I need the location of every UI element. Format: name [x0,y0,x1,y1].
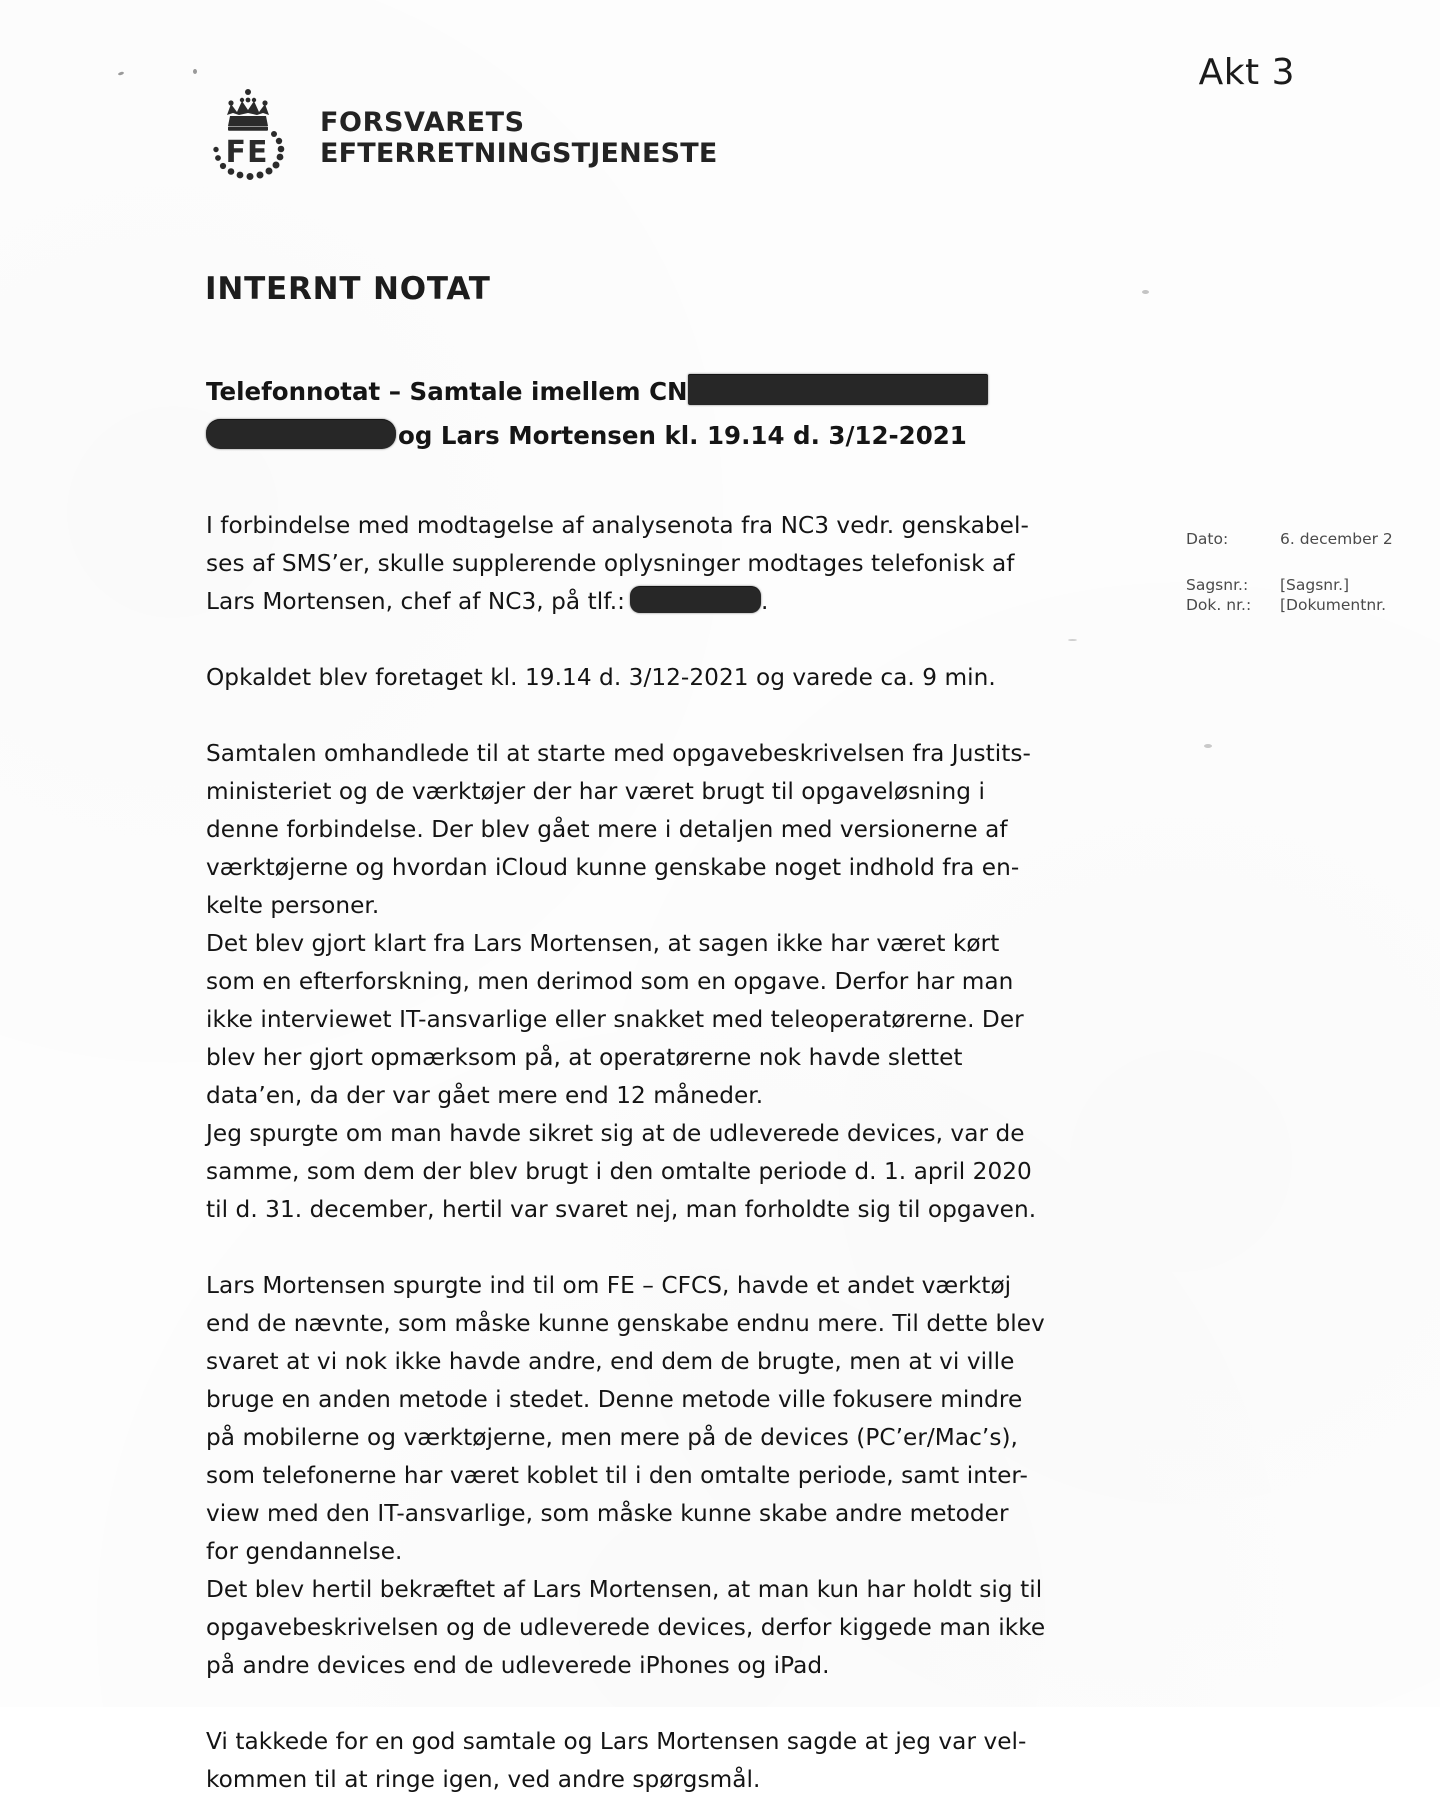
paragraph-1 [206,507,1036,621]
body-line: opgavebeskrivelsen og de udleverede devices, derfor kiggede man ikke [206,1614,1046,1641]
body-line-text: Lars Mortensen, chef af NC3, på tlf.: [206,588,626,615]
organization-name [320,107,718,170]
metadata-label: Sagsnr.: [1186,576,1249,594]
metadata-value: [Sagsnr.] [1280,576,1350,594]
metadata-value: [Dokumentnr. [1280,596,1387,614]
body-line: på mobilerne og værktøjerne, men mere på de devices (PC’er/Mac’s), [206,1424,1018,1451]
metadata-row-sagsnr [1186,577,1393,594]
paragraph-spacer [206,697,1036,735]
body-line: Opkaldet blev foretaget kl. 19.14 d. 3/12-2021 og varede ca. 9 min. [206,664,996,691]
body-line: på andre devices end de udleverede iPhones og iPad. [206,1652,830,1679]
subject-line-2 [206,414,1016,458]
body-line: Det blev gjort klart fra Lars Mortensen, at sagen ikke har været kørt [206,930,1000,957]
body-line: samme, som dem der blev brugt i den omtalte periode d. 1. april 2020 [206,1158,1032,1185]
paragraph-spacer [206,1685,1036,1723]
body-line: blev her gjort opmærksom på, at operatørerne nok havde slettet [206,1044,963,1071]
paragraph-spacer [206,1229,1036,1267]
redaction-bar [630,586,761,613]
svg-text:FE: FE [225,135,269,170]
fe-crown-emblem-icon [200,86,296,190]
paragraph-2 [206,659,1036,697]
body-line: værktøjerne og hvordan iCloud kunne genskabe noget indhold fra en- [206,854,1020,881]
redaction-bar [688,374,988,405]
body-line: ministeriet og de værktøjer der har været brugt til opgaveløsning i [206,778,985,805]
body-line: Det blev hertil bekræftet af Lars Mortensen, at man kun har holdt sig til [206,1576,1043,1603]
organization-name-line1: FORSVARETS [320,106,525,138]
organization-logo [200,86,718,190]
organization-name-line2: EFTERRETNINGSTJENESTE [320,138,718,169]
body-line: bruge en anden metode i stedet. Denne metode ville fokusere mindre [206,1386,1023,1413]
body-line: Jeg spurgte om man havde sikret sig at de udleverede devices, var de [206,1120,1025,1147]
body-line [206,583,1036,621]
document-body [206,507,1046,1799]
subject-line-1 [206,370,1016,414]
body-line: Samtalen omhandlede til at starte med opgavebeskrivelsen fra Justits- [206,740,1031,767]
subject-line-2-text: og Lars Mortensen kl. 19.14 d. 3/12-2021 [398,421,967,450]
paragraph-5 [206,1723,1036,1799]
scan-speck-icon [1142,290,1149,294]
metadata-row-dato [1186,531,1393,548]
metadata-label: Dato: [1186,530,1229,548]
body-line: denne forbindelse. Der blev gået mere i detaljen med versionerne af [206,816,1008,843]
body-line: svaret at vi nok ikke havde andre, end dem de brugte, men at vi ville [206,1348,1015,1375]
body-line: som en efterforskning, men derimod som en opgave. Derfor har man [206,968,1014,995]
body-line: view med den IT-ansvarlige, som måske kunne skabe andre metoder [206,1500,1009,1527]
body-line: Lars Mortensen spurgte ind til om FE – CFCS, havde et andet værktøj [206,1272,1012,1299]
metadata-label: Dok. nr.: [1186,596,1252,614]
scan-speck-icon [118,71,125,76]
body-line: Vi takkede for en god samtale og Lars Mortensen sagde at jeg var vel- [206,1728,1027,1755]
body-line: ikke interviewet IT-ansvarlige eller snakket med teleoperatørerne. Der [206,1006,1024,1033]
metadata-row-doknr [1186,597,1393,614]
body-line: ses af SMS’er, skulle supplerende oplysninger modtages telefonisk af [206,550,1015,577]
paragraph-4 [206,1267,1046,1685]
body-line: data’en, da der var gået mere end 12 måneder. [206,1082,764,1109]
redaction-bar [206,419,396,449]
page-title: INTERNT NOTAT [205,270,491,307]
paragraph-spacer [206,621,1036,659]
document-metadata [1186,531,1393,614]
akt-number: Akt 3 [1198,52,1295,93]
body-line: kelte personer. [206,892,380,919]
body-line: til d. 31. december, hertil var svaret nej, man forholdte sig til opgaven. [206,1196,1037,1223]
scan-speck-icon [193,69,197,74]
body-line: som telefonerne har været koblet til i den omtalte periode, samt inter- [206,1462,1028,1489]
body-line: end de nævnte, som måske kunne genskabe endnu mere. Til dette blev [206,1310,1045,1337]
metadata-spacer [1186,548,1393,577]
subject-line-1-text: Telefonnotat – Samtale imellem CN [206,377,688,406]
paragraph-3 [206,735,1036,1229]
scan-speck-icon [1068,639,1077,641]
body-line: for gendannelse. [206,1538,403,1565]
body-line: I forbindelse med modtagelse af analysenota fra NC3 vedr. genskabel- [206,512,1029,539]
body-line-text-tail: . [761,588,769,615]
subject-heading [206,370,1016,458]
body-line: kommen til at ringe igen, ved andre spørgsmål. [206,1766,761,1793]
scan-speck-icon [1204,744,1212,748]
metadata-value: 6. december 2 [1280,530,1393,548]
